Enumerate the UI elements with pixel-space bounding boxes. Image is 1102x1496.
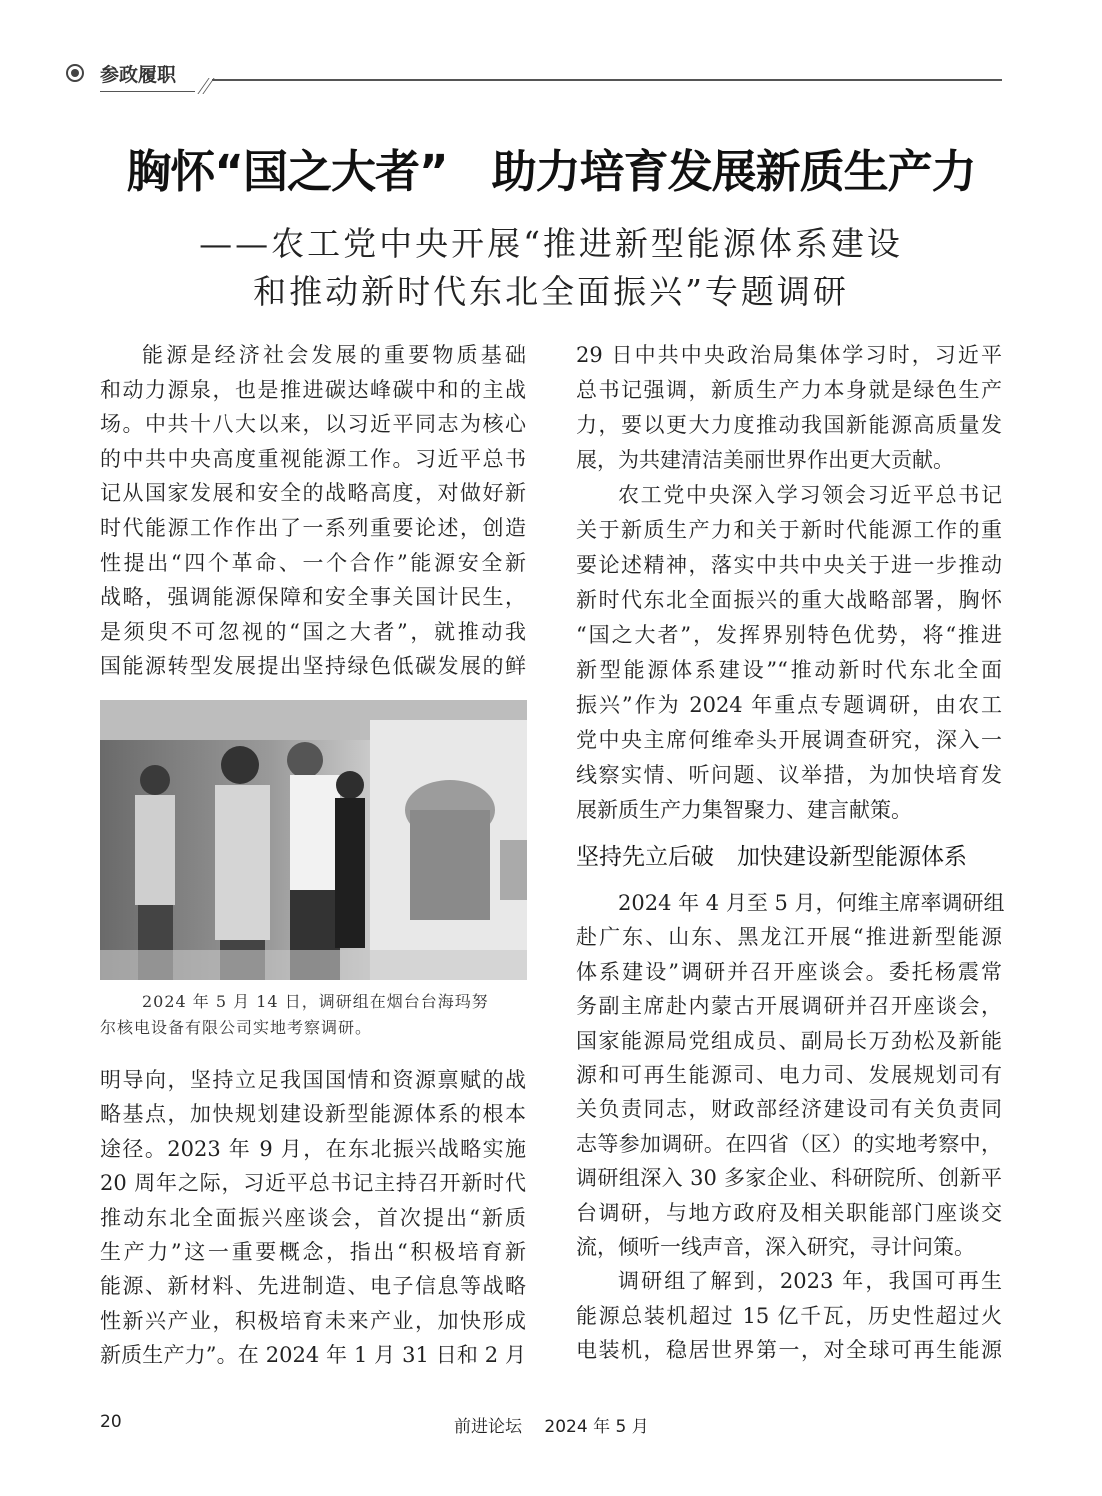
body-text-line: 生产力”这一重要概念，指出“积极培育新: [100, 1240, 526, 1264]
body-text-line: 推动东北全面振兴座谈会，首次提出“新质: [100, 1205, 526, 1230]
header-rule: [212, 79, 1002, 81]
body-text-line: 国家能源局党组成员、副局长万劲松及新能: [576, 1028, 1002, 1053]
body-text-line: 能源是经济社会发展的重要物质基础: [142, 343, 526, 367]
body-text-line: 调研组了解到，2023 年，我国可再生: [618, 1269, 1002, 1294]
body-text-line: 务副主席赴内蒙古开展调研并召开座谈会，: [576, 994, 1002, 1019]
photo-illustration: [100, 700, 527, 980]
photo-caption-line: 2024 年 5 月 14 日，调研组在烟台台海玛努: [142, 992, 489, 1011]
body-text-line: 2024 年 4 月至 5 月，何维主席率调研组: [618, 891, 1005, 915]
body-text-line: 时代能源工作作出了一系列重要论述，创造: [100, 516, 526, 540]
section-bullet-icon: [66, 64, 84, 82]
body-text-line: 明导向，坚持立足我国国情和资源禀赋的战: [100, 1068, 526, 1092]
body-text-line: 能源、新材料、先进制造、电子信息等战略: [100, 1274, 526, 1299]
body-text-line: 关于新质生产力和关于新时代能源工作的重: [576, 518, 1002, 542]
body-text-line: 调研组深入 30 多家企业、科研院所、创新平: [576, 1166, 1002, 1191]
body-text-line: 是须臾不可忽视的“国之大者”，就推动我: [100, 619, 526, 644]
article-subtitle-line: ——农工党中央开展“推进新型能源体系建设: [199, 224, 903, 263]
body-text-line: 体系建设”调研并召开座谈会。委托杨震常: [576, 959, 1002, 984]
body-text-line: 线察实情、听问题、议举措，为加快培育发: [576, 763, 1002, 787]
body-text-line: 流，倾听一线声音，深入研究，寻计问策。: [576, 1235, 975, 1259]
body-text-line: 台调研，与地方政府及相关职能部门座谈交: [576, 1200, 1002, 1225]
body-text-line: 新时代东北全面振兴的重大战略部署，胸怀: [576, 588, 1002, 612]
body-text-line: 场。中共十八大以来，以习近平同志为核心: [100, 412, 526, 437]
body-text-line: 国能源转型发展提出坚持绿色低碳发展的鲜: [100, 654, 526, 679]
body-text-line: 略基点，加快规划建设新型能源体系的根本: [100, 1102, 526, 1127]
body-text-line: 力，要以更大力度推动我国新能源高质量发: [576, 413, 1002, 437]
body-text-line: 展新质生产力集智聚力、建言献策。: [576, 798, 912, 822]
body-text-line: 赴广东、山东、黑龙江开展“推进新型能源: [576, 925, 1002, 950]
body-text-line: 新质生产力”。在 2024 年 1 月 31 日和 2 月: [100, 1343, 526, 1368]
header-slash-decoration: [202, 78, 214, 94]
body-text-line: 总书记强调，新质生产力本身就是绿色生产: [576, 378, 1002, 402]
body-text-line: 电装机，稳居世界第一，对全球可再生能源: [576, 1338, 1002, 1363]
body-text-line: 记从国家发展和安全的战略高度，对做好新: [100, 481, 526, 506]
section-heading: 坚持先立后破 加快建设新型能源体系: [576, 844, 967, 870]
photo-caption-line: 尔核电设备有限公司实地考察调研。: [100, 1018, 373, 1037]
body-text-line: 农工党中央深入学习领会习近平总书记: [618, 483, 1002, 507]
section-label: 参政履职: [100, 64, 177, 86]
body-text-line: 志等参加调研。在四省（区）的实地考察中，: [576, 1131, 1002, 1156]
body-text-line: 关负责同志，财政部经济建设司有关负责同: [576, 1097, 1002, 1122]
body-text-line: 源和可再生能源司、电力司、发展规划司有: [576, 1063, 1002, 1087]
body-text-line: 的中共中央高度重视能源工作。习近平总书: [100, 446, 526, 471]
publication-info: 前进论坛 2024 年 5 月: [454, 1417, 649, 1437]
body-text-line: 途径。2023 年 9 月，在东北振兴战略实施: [100, 1136, 526, 1161]
article-subtitle-line: 和推动新时代东北全面振兴”专题调研: [253, 272, 849, 311]
body-text-line: 29 日中共中央政治局集体学习时，习近平: [576, 343, 1002, 367]
body-text-line: “国之大者”，发挥界别特色优势，将“推进: [576, 623, 1002, 647]
body-text-line: 能源总装机超过 15 亿千瓦，历史性超过火: [576, 1303, 1002, 1328]
body-text-line: 党中央主席何维牵头开展调查研究，深入一: [576, 728, 1002, 752]
body-text-line: 展，为共建清洁美丽世界作出更大贡献。: [576, 448, 954, 472]
body-text-line: 振兴”作为 2024 年重点专题调研，由农工: [576, 693, 1002, 717]
body-text-line: 20 周年之际，习近平总书记主持召开新时代: [100, 1171, 526, 1196]
body-text-line: 战略，强调能源保障和安全事关国计民生，: [100, 585, 526, 610]
body-text-line: 和动力源泉，也是推进碳达峰碳中和的主战: [100, 377, 526, 402]
body-text-line: 性提出“四个革命、一个合作”能源安全新: [100, 550, 526, 575]
header-underline: [100, 91, 195, 92]
body-text-line: 性新兴产业，积极培育未来产业，加快形成: [100, 1308, 526, 1333]
article-photo: [100, 700, 527, 980]
body-text-line: 新型能源体系建设”“推动新时代东北全面: [576, 658, 1002, 682]
body-text-line: 要论述精神，落实中共中央关于进一步推动: [576, 553, 1002, 577]
article-title: 胸怀“国之大者” 助力培育发展新质生产力: [126, 145, 976, 198]
page-number: 20: [100, 1412, 122, 1432]
